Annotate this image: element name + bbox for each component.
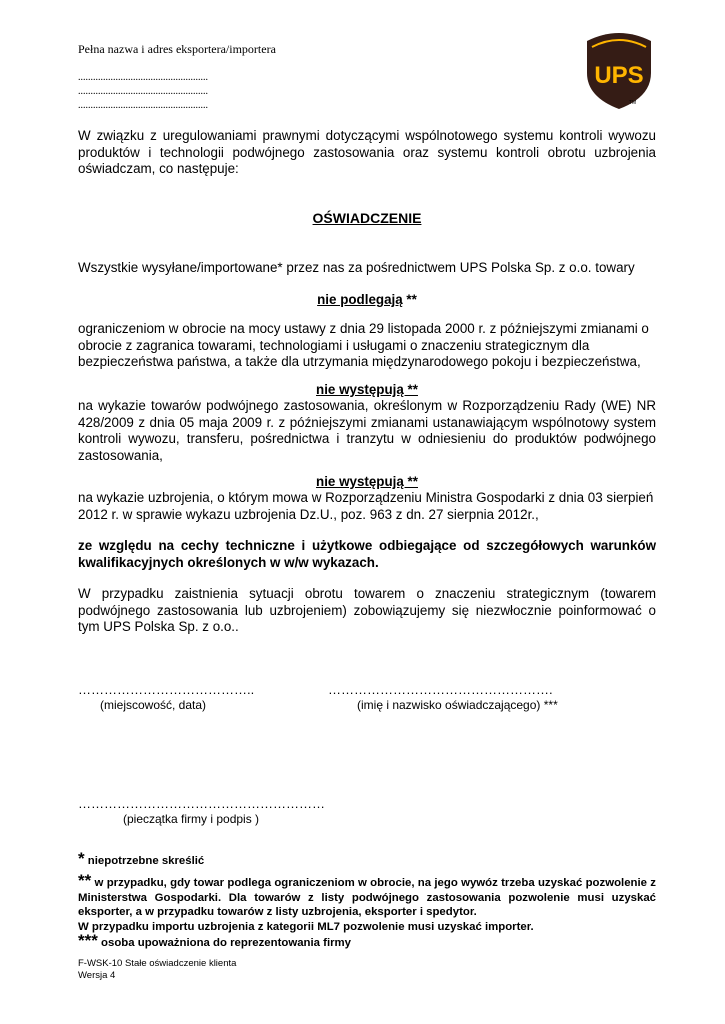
heading-not-subject bbox=[78, 292, 656, 309]
footnote-2-text: w przypadku, gdy towar podlega ograniczeniom w obrocie, na jego wywóz trzeba uzyskać pozwolenie z Ministerstwa Gospodarki. Dla towarów z listy podwójnego zastosowania pozwolenie musi uzyskać eksporter, a w przypadku towarów z listy uzbrojenia, eksporter i spedytor. bbox=[78, 877, 656, 918]
dual-use-paragraph: na wykazie towarów podwójnego zastosowania, określonym w Rozporządzeniu Rady (WE) NR 428/2009 z dnia 05 maja 2009 r. z późniejszymi zmianami ustanawiającym wspólnotowy system kontroli wywozu, transferu, pośrednictwa i tranzytu w odniesieniu do produktów podwójnego zastosowania, bbox=[78, 398, 656, 463]
footnote-2-mark: ** bbox=[78, 871, 92, 890]
footnote-1-text: niepotrzebne skreślić bbox=[84, 855, 205, 867]
address-line-3: .................................................... bbox=[78, 100, 208, 111]
form-version: Wersja 4 bbox=[78, 970, 116, 981]
goods-statement: Wszystkie wysyłane/importowane* przez nas za pośrednictwem UPS Polska Sp. z o.o. towary bbox=[78, 260, 635, 275]
form-code: F-WSK-10 Stałe oświadczenie klienta bbox=[78, 958, 237, 969]
stamp-signature-label: (pieczątka firmy i podpis ) bbox=[123, 812, 260, 826]
footnote-2-import: W przypadku importu uzbrojenia z kategorii ML7 pozwolenie musi uzyskać importer. bbox=[78, 921, 534, 933]
footnote-1-mark: * bbox=[78, 849, 85, 868]
signatory-name-label: (imię i nazwisko oświadczającego) *** bbox=[357, 698, 558, 712]
footnote-3-mark: *** bbox=[78, 931, 98, 950]
address-line-1: .................................................... bbox=[78, 72, 208, 83]
ups-logo bbox=[583, 27, 655, 113]
heading-not-subject-text: nie podlegają bbox=[317, 292, 403, 307]
ups-logo-text: UPS bbox=[594, 62, 644, 89]
footnote-2 bbox=[78, 871, 656, 920]
address-line-2: .................................................... bbox=[78, 86, 208, 97]
footnote-1 bbox=[78, 849, 656, 869]
technical-features-paragraph: ze względu na cechy techniczne i użytkowe odbiegające od szczegółowych warunków kwalifikacyjnych określonych w w/w wykazach. bbox=[78, 538, 656, 570]
place-date-line: ………………………………….. bbox=[78, 682, 255, 697]
heading-not-subject-mark: ** bbox=[402, 292, 417, 307]
exporter-label: Pełna nazwa i adres eksportera/importera bbox=[78, 42, 276, 56]
stamp-signature-line: ………………………………………………… bbox=[78, 796, 325, 811]
footnote-3 bbox=[78, 931, 656, 951]
footnote-3-text: osoba upoważniona do reprezentowania firmy bbox=[97, 937, 352, 949]
armament-paragraph: na wykazie uzbrojenia, o którym mowa w Rozporządzeniu Ministra Gospodarki z dnia 03 sierpień 2012 r. w sprawie wykazu uzbrojenia Dz.U., poz. 963 z dn. 27 sierpnia 2012r., bbox=[78, 490, 654, 522]
heading-not-listed-armament: nie występują ** bbox=[316, 474, 418, 489]
intro-paragraph: W związku z uregulowaniami prawnymi dotyczącymi wspólnotowego systemu kontroli wywozu produktów i technologii podwójnego zastosowania oraz systemu kontroli obrotu uzbrojenia oświadczam, co następuje: bbox=[78, 128, 656, 176]
restrictions-paragraph: ograniczeniom w obrocie na mocy ustawy z dnia 29 listopada 2000 r. z późniejszymi zmianami o obrocie z zagranica towarami, technologiami i usługami o znaczeniu strategicznym dla bezpieczeństwa państwa, a także dla utrzymania międzynarodowego pokoju i bezpieczeństwa, bbox=[78, 321, 649, 369]
page-title: OŚWIADCZENIE bbox=[312, 210, 422, 226]
heading-not-listed-dual-use: nie występują ** bbox=[316, 382, 418, 397]
notification-paragraph: W przypadku zaistnienia sytuacji obrotu towarem o znaczeniu strategicznym (towarem podwójnego zastosowania lub uzbrojeniem) zobowiązujemy się niezwłocznie poinformować o tym UPS Polska Sp. z o.o.. bbox=[78, 586, 656, 634]
place-date-label: (miejscowość, data) bbox=[100, 698, 207, 712]
signatory-name-line: ……………………………………………. bbox=[328, 682, 553, 697]
trademark-mark: TM bbox=[629, 100, 637, 106]
